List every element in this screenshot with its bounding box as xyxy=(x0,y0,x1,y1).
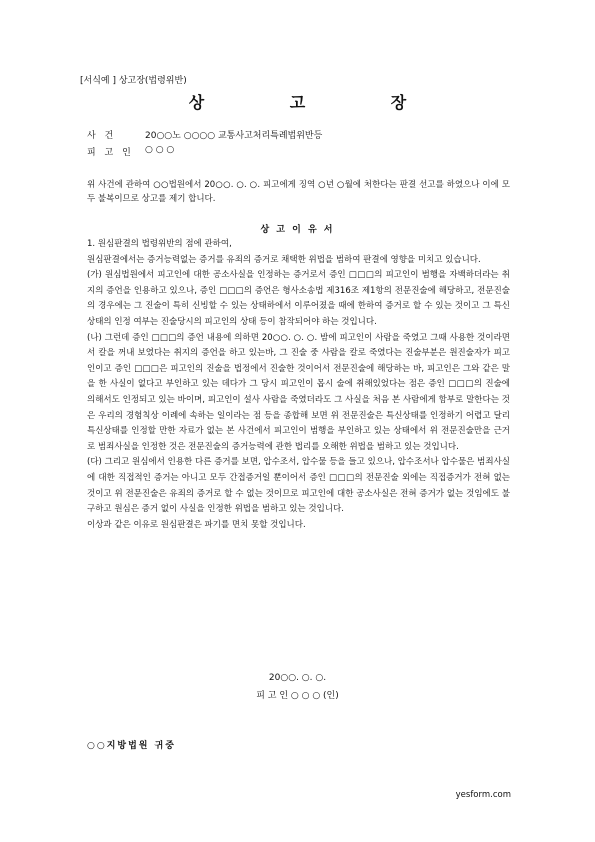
case-label: 사 건 xyxy=(87,131,117,141)
document-title: 상 고 장 xyxy=(188,93,447,112)
court-addressee: ○○지방법원 귀중 xyxy=(87,741,177,751)
date-line: 20○○. ○. ○. xyxy=(268,673,327,683)
case-value: 20○○노 ○○○○ 교통사고처리특례법위반등 xyxy=(145,131,323,141)
section-heading: 상 고 이 유 서 xyxy=(260,225,335,235)
body-paragraph: (다) 그리고 원심에서 인용한 다른 증거를 보면, 압수조서, 압수물 등을 들고 있으나, 압수조서나 압수물은 범죄사실에 대한 직접적인 증거는 아니고 모두 간접증거일 뿐이어서 증인 □□□의 전문진술 외에는 직접증거가 전혀 없는 것이고 위 전문진술은 유죄의 증거로 할 수 없는 것이므로 피고인에 대한 공소사실은 전혀 증거가 없는 것임에도 불구하고 원심은 증거 없이 사실을 인정한 위법을 범하고 있는 것입니다. xyxy=(87,457,510,515)
form-label: [서식예 ] 상고장(법령위반) xyxy=(80,76,187,86)
body-paragraph: 원심판결에서는 증거능력없는 증거를 유죄의 증거로 채택한 위법을 범하여 판결에 영향을 미치고 있습니다. xyxy=(87,254,481,265)
body-paragraph: 이상과 같은 이유로 원심판결은 파기를 면치 못할 것입니다. xyxy=(87,519,306,530)
body-paragraph: (가) 원심법원에서 피고인에 대한 공소사실을 인정하는 증거로서 증인 □□□의 피고인이 범행을 자백하더라는 취지의 증언을 인용하고 있으나, 증인 □□□의 증언은 형사소송법 제316조 제1항의 전문진술에 해당하고, 전문진술의 경우에는 그 진술이 특히 신빙할 수 있는 상태하에서 이루어졌을 때에 한하여 증거로 할 수 있는 것이고 그 특신상태의 인정 여부는 진술당시의 피고인의 상태 등이 참작되어야 하는 것입니다. xyxy=(87,270,510,327)
defendant-label: 피 고 인 xyxy=(87,148,134,158)
intro-paragraph: 위 사건에 관하여 ○○법원에서 20○○. ○. ○. 피고에게 징역 ○년 ○월에 처한다는 판결 선고를 하였으나 이에 모두 불복이므로 상고를 제기 합니다. xyxy=(87,180,510,204)
defendant-value: ○ ○ ○ xyxy=(145,145,175,155)
body-paragraph: 1. 원심판결의 법령위반의 점에 관하여, xyxy=(87,239,232,249)
signer-line: 피 고 인 ○ ○ ○ (인) xyxy=(256,691,339,701)
case-field xyxy=(87,128,322,141)
site-footer: yesform.com xyxy=(455,790,511,800)
body-paragraph: (나) 그런데 증인 □□□의 증언 내용에 의하면 20○○. ○. ○. 밤에 피고인이 사람을 죽였고 그때 사용한 것이라면서 칼을 꺼내 보였다는 취지의 증언을 하고 있는바, 그 진술 중 사람을 칼로 죽였다는 진술부분은 원진술자가 피고인이고 증인 □□□은 피고인의 진술을 법정에서 진술한 것이어서 전문진술에 해당하는 바, 피고인은 그와 같은 말을 한 사실이 없다고 부인하고 있는 데다가 그 당시 피고인이 몹시 술에 취해있었다는 점은 증인 □□□의 진술에 의해서도 인정되고 있는 바이며, 피고인이 설사 사람을 죽였더라도 그 사실을 처음 본 사람에게 함부로 말한다는 것은 우리의 경험칙상 이례에 속하는 일이라는 점 등을 종합해 보면 위 전문진술은 특신상태를 인정하기 어렵고 달리 특신상태를 인정할 만한 자료가 없는 본 사건에서 피고인이 범행을 부인하고 있는 상태에서 위 전문진술만을 근거로 범죄사실을 인정한 것은 전문진술의 증거능력에 관한 법리를 오해한 위법을 범하고 있는 것입니다. xyxy=(87,332,510,452)
appeal-reasons-body xyxy=(87,237,510,533)
defendant-field xyxy=(87,145,174,158)
